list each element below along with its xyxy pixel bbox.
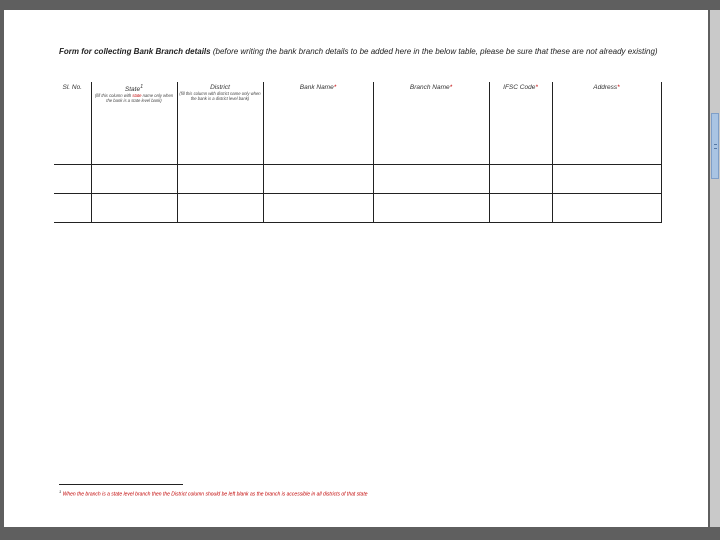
footnote-number: 1: [59, 489, 62, 494]
col-branch-name-label: Branch Name: [409, 84, 450, 91]
col-state-note: [92, 93, 177, 103]
footnote: [59, 488, 619, 499]
table-cell[interactable]: [489, 165, 552, 194]
form-title: [59, 45, 659, 58]
form-title-note: (before writing the bank branch details to be added here in the below table, please be sure that these are not already existing): [212, 47, 658, 56]
scrollbar-grip-icon: [714, 144, 717, 149]
table-cell[interactable]: [552, 165, 661, 194]
required-asterisk: *: [617, 84, 620, 91]
table-cell[interactable]: [263, 194, 373, 223]
scrollbar-thumb[interactable]: [711, 113, 719, 179]
col-bank-name-label: Bank Name: [299, 84, 334, 91]
col-header-state: [91, 82, 177, 165]
col-state-heading: [92, 84, 177, 93]
table-cell[interactable]: [177, 194, 263, 223]
table-cell[interactable]: [373, 165, 489, 194]
required-asterisk: *: [333, 84, 337, 91]
col-header-branch-name: [373, 82, 489, 165]
col-sl-no-label: Sl. No.: [62, 84, 82, 91]
col-state-note-post: name only when the bank is a state level bank): [106, 93, 174, 104]
col-bank-name-heading: [264, 84, 373, 91]
table-cell[interactable]: [91, 194, 177, 223]
table-header-row: [54, 82, 661, 165]
col-state-label: State: [124, 86, 141, 94]
required-asterisk: *: [449, 84, 453, 91]
table-cell[interactable]: [54, 165, 91, 194]
col-header-sl-no: [54, 82, 91, 165]
col-header-bank-name: [263, 82, 373, 165]
col-header-address: [552, 82, 661, 165]
table-row: [54, 165, 661, 194]
col-ifsc-code-heading: [490, 84, 552, 91]
footnote-text: When the branch is a state level branch then the District column should be left blank as the branch is accessible in all districts of that state: [62, 491, 368, 498]
col-header-ifsc-code: [489, 82, 552, 165]
col-address-heading: [553, 84, 661, 91]
footnote-separator: [59, 484, 183, 485]
required-asterisk: *: [535, 84, 538, 91]
vertical-scrollbar[interactable]: [710, 10, 720, 527]
bank-branch-table: [54, 82, 662, 223]
col-address-label: Address: [593, 84, 618, 91]
table-cell[interactable]: [54, 194, 91, 223]
col-state-note-red: state: [132, 93, 142, 99]
table-cell[interactable]: [177, 165, 263, 194]
table-cell[interactable]: [489, 194, 552, 223]
footnote-marker: 1: [140, 84, 144, 90]
table-cell[interactable]: [91, 165, 177, 194]
table-cell[interactable]: [552, 194, 661, 223]
col-header-district: [177, 82, 263, 165]
col-district-label: District: [210, 84, 230, 91]
form-title-bold: Form for collecting Bank Branch details: [59, 47, 211, 56]
col-branch-name-heading: [374, 84, 489, 91]
col-district-note: (fill this column with district name only when the bank is a district level bank): [179, 91, 261, 101]
table-cell[interactable]: [263, 165, 373, 194]
col-ifsc-code-label: IFSC Code: [503, 84, 536, 91]
col-state-note-pre: (fill this column with: [94, 93, 132, 99]
table-row: [54, 194, 661, 223]
table-cell[interactable]: [373, 194, 489, 223]
